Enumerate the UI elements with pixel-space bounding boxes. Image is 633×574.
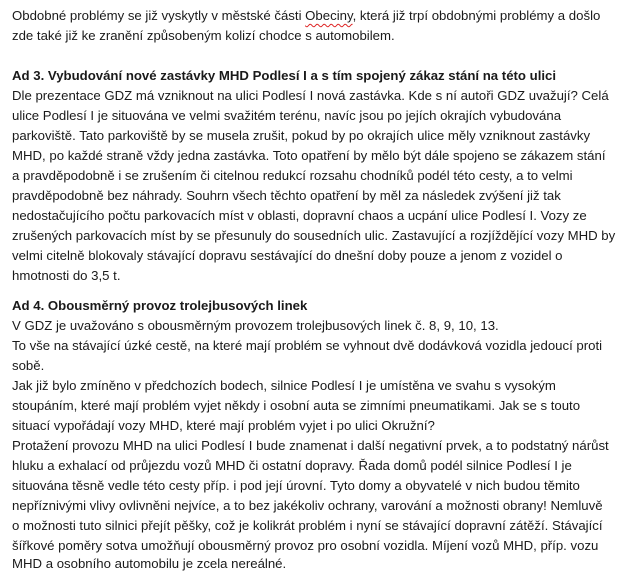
section-4-line: šířkové poměry sotva umožňují obousměrný provoz pro osobní vozidla. Míjení vozů MHD, příp. vozu bbox=[12, 538, 599, 553]
section-4-line: sobě. bbox=[12, 358, 45, 373]
section-3-line: zrušených parkovacích míst by se přesunuly do sousedních ulic. Zastavující a rozjíždějící vozy MHD by bbox=[12, 228, 616, 243]
section-4-heading: Ad 4. Obousměrný provoz trolejbusových linek bbox=[12, 298, 308, 313]
section-4-line: situací vypořádají vozy MHD, které mají problém vyjet i po ulici Okružní? bbox=[12, 418, 435, 433]
section-3-line: hmotnosti do 3,5 t. bbox=[12, 268, 121, 283]
section-3-line: a pravděpodobně i se zrušením či citelnou redukcí rozsahu chodníků podél této cesty, a to velmi bbox=[12, 168, 573, 183]
section-4-line: MHD a osobního automobilu je zcela nereálné. bbox=[12, 556, 287, 571]
section-4-line: Protažení provozu MHD na ulici Podlesí I bude znamenat i další negativní prvek, a to podstatný nárůst bbox=[12, 438, 609, 453]
section-4-line: situována těsně vedle této cesty příp. i pod její úrovní. Tyto domy a obyvatelé v nich budou těmito bbox=[12, 478, 580, 493]
intro-text-after: , která již trpí obdobnými problémy a došlo bbox=[352, 8, 601, 23]
section-3-line: velmi citelně blokovaly stávající dopravu sestávající do dnešní doby pouze a jenom z vozidel o bbox=[12, 248, 563, 263]
section-4-line: stoupáním, které mají problém vyjet někdy i osobní auta se zimními pneumatikami. Jak se s touto bbox=[12, 398, 581, 413]
section-4-line: o možnosti tuto silnici přejít pěšky, což je kolikrát problém i nyní se stávající dopravní zátěží. Stávající bbox=[12, 518, 603, 533]
section-3-line: ulice Podlesí I je situována ve velmi svažitém terénu, navíc jsou po jejích okrajích vybudována bbox=[12, 108, 562, 123]
section-4-line: Jak již bylo zmíněno v předchozích bodech, silnice Podlesí I je umístěna ve svahu s vysokým bbox=[12, 378, 556, 393]
section-3-line: pravděpodobně bez náhrady. Souhrn všech těchto opatření by měl za následek zvýšení již tak bbox=[12, 188, 561, 203]
section-3-line: nedostačujícího počtu parkovacích míst v oblasti, dopravní chaos a ucpání ulice Podlesí I. Vozy ze bbox=[12, 208, 587, 223]
intro-text-before: Obdobné problémy se již vyskytly v městské části bbox=[12, 8, 306, 23]
intro-line-2: zde také již ke zranění způsobeným kolizí chodce s automobilem. bbox=[12, 28, 395, 43]
section-3-heading: Ad 3. Vybudování nové zastávky MHD Podlesí I a s tím spojený zákaz stání na této ulici bbox=[12, 68, 557, 83]
section-4-line: hluku a exhalací od průjezdu vozů MHD či ostatní dopravy. Řada domů podél silnice Podlesí I je bbox=[12, 458, 572, 473]
section-4-line: nepříznivými vlivy ovlivněni nejvíce, a to bez jakékoliv ochrany, varování a možnosti obrany! Nemluvě bbox=[12, 498, 603, 513]
section-4-line: To vše na stávající úzké cestě, na které mají problém se vyhnout dvě dodávková vozidla jedoucí proti bbox=[12, 338, 603, 353]
spellcheck-flagged-word: Obeciny bbox=[305, 8, 353, 23]
section-3-line: Dle prezentace GDZ má vzniknout na ulici Podlesí I nová zastávka. Kde s ní autoři GDZ uvažují? Celá bbox=[12, 88, 609, 103]
section-4-line: V GDZ je uvažováno s obousměrným provozem trolejbusových linek č. 8, 9, 10, 13. bbox=[12, 318, 499, 333]
section-3-line: MHD, po každé straně vždy jedna zastávka. Toto opatření by mělo být dále spojeno se zákazem stání bbox=[12, 148, 606, 163]
intro-line-1 bbox=[12, 6, 600, 26]
section-3-line: parkoviště. Tato parkoviště by se musela zrušit, pokud by po okrajích ulice měly vzniknout zastávky bbox=[12, 128, 591, 143]
